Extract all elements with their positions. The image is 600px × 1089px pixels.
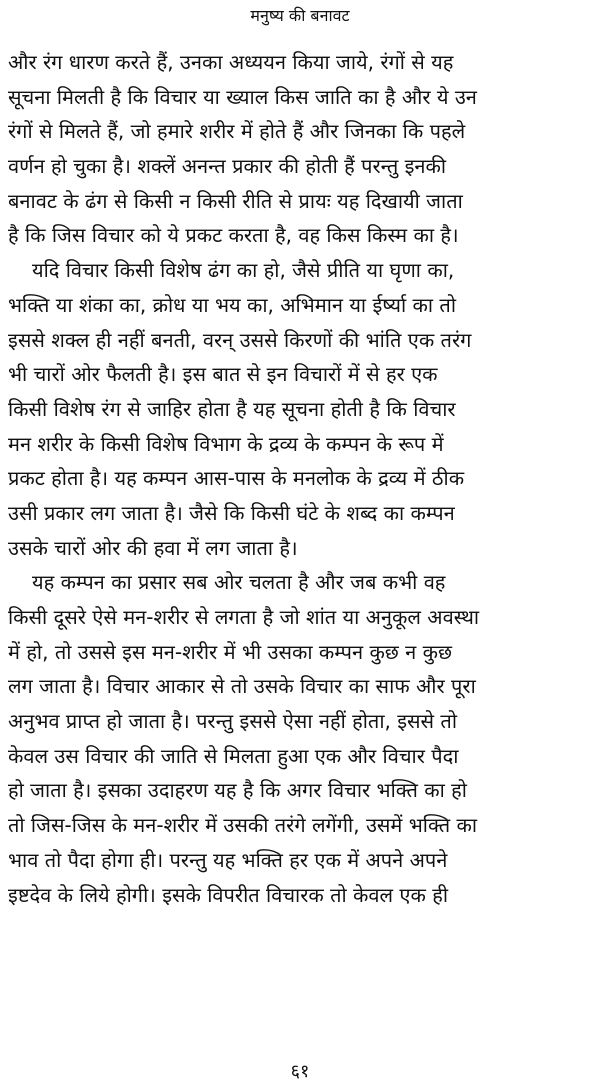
text-line: मन शरीर के किसी विशेष विभाग के द्रव्य के कम्पन के रूप में bbox=[8, 431, 444, 456]
text-line: उसके चारों ओर की हवा में लग जाता है। bbox=[8, 535, 298, 560]
text-line: रंगों से मिलते हैं, जो हमारे शरीर में होते हैं और जिनका कि पहले bbox=[8, 119, 466, 144]
paragraph-start-line: यदि विचार किसी विशेष ढंग का हो, जैसे प्रीति या घृणा का, bbox=[32, 258, 455, 283]
text-line: भक्ति या शंका का, क्रोध या भय का, अभिमान या ईर्ष्या का तो bbox=[8, 292, 457, 317]
running-header: मनुष्य की बनावट bbox=[250, 6, 350, 25]
text-line: बनावट के ढंग से किसी न किसी रीति से प्रायः यह दिखायी जाता bbox=[8, 188, 463, 213]
text-line: और रंग धारण करते हैं, उनका अध्ययन किया जाये, रंगों से यह bbox=[8, 50, 454, 74]
text-line: किसी विशेष रंग से जाहिर होता है यह सूचना होती है कि विचार bbox=[8, 396, 456, 421]
paragraph-start-line: यह कम्पन का प्रसार सब ओर चलता है और जब कभी वह bbox=[32, 570, 446, 595]
text-line: तो जिस-जिस के मन-शरीर में उसकी तरंगे लगेंगी, उसमें भक्ति का bbox=[8, 813, 478, 838]
body-text bbox=[8, 45, 593, 912]
text-line: भी चारों ओर फैलती है। इस बात से इन विचारों में से हर एक bbox=[8, 362, 438, 387]
text-line: केवल उस विचार की जाति से मिलता हुआ एक और विचार पैदा bbox=[8, 743, 459, 768]
text-line: अनुभव प्राप्त हो जाता है। परन्तु इससे ऐसा नहीं होता, इससे तो bbox=[8, 709, 458, 734]
text-line: इष्टदेव के लिये होगी। इसके विपरीत विचारक तो केवल एक ही bbox=[8, 882, 449, 907]
text-line: है कि जिस विचार को ये प्रकट करता है, वह किस किस्म का है। bbox=[8, 223, 459, 248]
text-line: प्रकट होता है। यह कम्पन आस-पास के मनलोक के द्रव्य में ठीक bbox=[8, 466, 465, 491]
text-line: वर्णन हो चुका है। शक्लें अनन्त प्रकार की होती हैं परन्तु इनकी bbox=[8, 154, 447, 179]
page-number: ६१ bbox=[290, 1061, 310, 1082]
text-line: लग जाता है। विचार आकार से तो उसके विचार का साफ और पूरा bbox=[8, 674, 476, 699]
text-line: में हो, तो उससे इस मन-शरीर में भी उसका कम्पन कुछ न कुछ bbox=[8, 639, 453, 664]
text-line: इससे शक्ल ही नहीं बनती, वरन् उससे किरणों की भांति एक तरंग bbox=[8, 327, 472, 352]
text-line: उसी प्रकार लग जाता है। जैसे कि किसी घंटे के शब्द का कम्पन bbox=[8, 500, 455, 525]
text-line: भाव तो पैदा होगा ही। परन्तु यह भक्ति हर एक में अपने अपने bbox=[8, 847, 448, 872]
text-line: किसी दूसरे ऐसे मन-शरीर से लगता है जो शांत या अनुकूल अवस्था bbox=[8, 605, 480, 629]
text-line: सूचना मिलती है कि विचार या ख्याल किस जाति का है और ये उन bbox=[8, 84, 477, 109]
text-line: हो जाता है। इसका उदाहरण यह है कि अगर विचार भक्ति का हो bbox=[8, 778, 467, 803]
